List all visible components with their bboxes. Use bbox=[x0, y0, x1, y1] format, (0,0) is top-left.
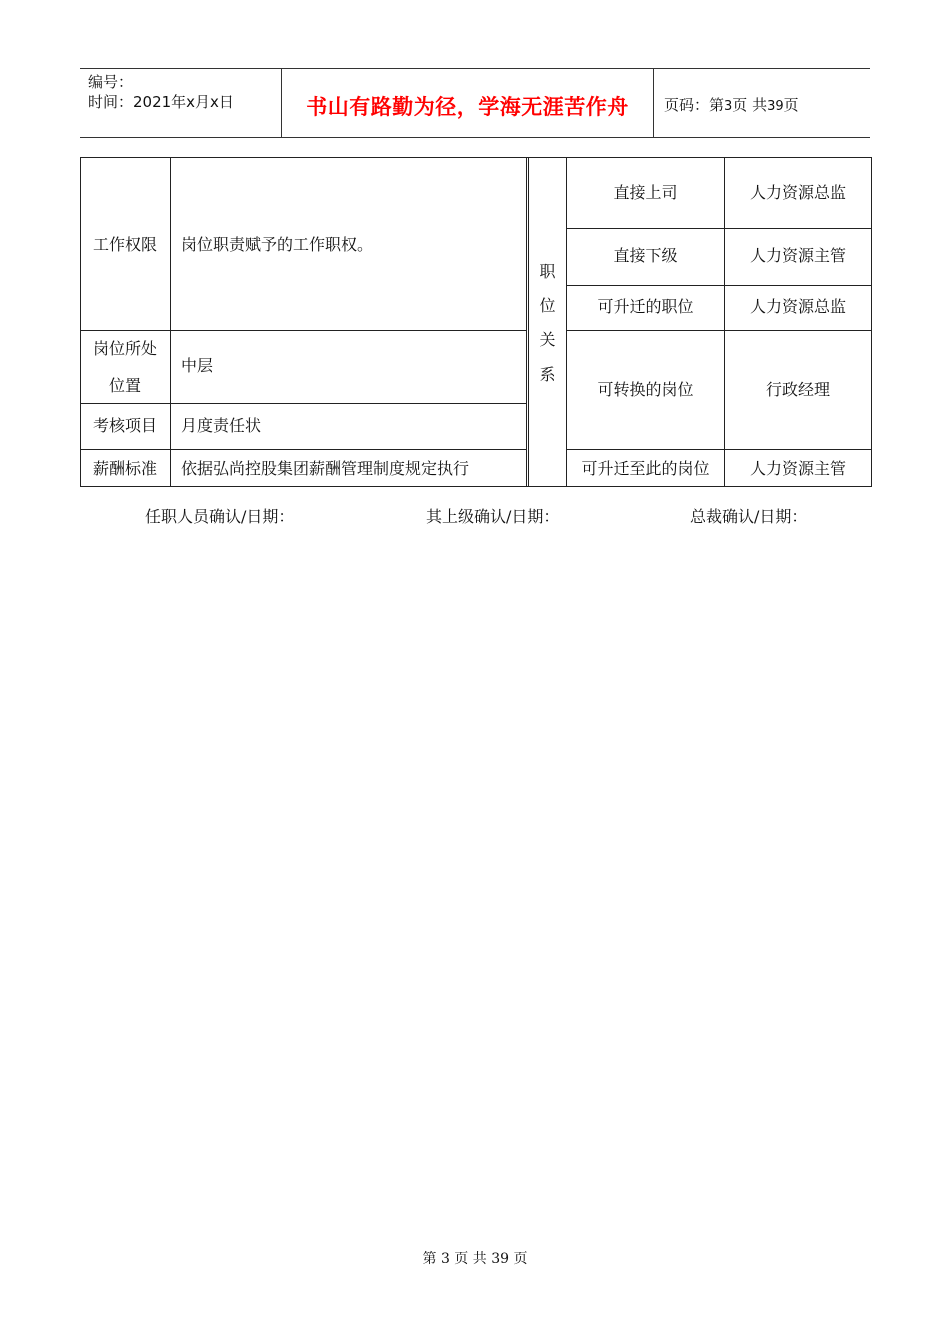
relation-direct-superior-value: 人力资源总监 bbox=[749, 183, 846, 202]
date-label: 时间：2021年x月x日 bbox=[88, 93, 234, 111]
salary-label: 薪酬标准 bbox=[93, 459, 158, 478]
relation-label-char: 关 bbox=[539, 330, 556, 349]
table-grid-line bbox=[80, 330, 527, 331]
relation-direct-subordinate-value: 人力资源主管 bbox=[749, 246, 846, 265]
relation-label-char: 系 bbox=[539, 365, 556, 384]
table-border bbox=[80, 157, 872, 158]
relation-direct-superior-label: 直接上司 bbox=[613, 183, 678, 202]
table-border bbox=[80, 157, 81, 487]
page-total: 39 bbox=[767, 99, 784, 114]
doc-number-label: 编号： bbox=[88, 73, 134, 91]
job-info-table bbox=[80, 157, 872, 487]
table-border bbox=[871, 157, 872, 487]
table-grid-line bbox=[526, 157, 527, 487]
table-border bbox=[80, 486, 872, 487]
page-current: 3 bbox=[724, 99, 733, 114]
president-signature-label: 总裁确认/日期： bbox=[690, 507, 808, 526]
position-level-label: 岗位所处 bbox=[92, 339, 157, 358]
relation-transfer-value: 行政经理 bbox=[765, 380, 830, 399]
relation-transfer-label: 可转换的岗位 bbox=[597, 380, 694, 399]
relation-label-char: 位 bbox=[539, 296, 556, 315]
table-grid-line bbox=[566, 449, 872, 450]
relation-promotion-from-label: 可升迁至此的岗位 bbox=[581, 459, 710, 478]
header-page-number: 页码：第3页 共39页 bbox=[664, 96, 799, 114]
relation-label-char: 职 bbox=[539, 262, 556, 281]
header-divider bbox=[653, 69, 654, 137]
table-grid-line bbox=[566, 228, 872, 229]
position-level-value: 中层 bbox=[181, 356, 214, 375]
table-grid-line bbox=[80, 449, 527, 450]
table-grid-line bbox=[528, 157, 529, 487]
header-meta bbox=[88, 72, 234, 112]
table-grid-line bbox=[724, 157, 725, 487]
table-grid-line bbox=[566, 330, 872, 331]
employee-signature-label: 任职人员确认/日期： bbox=[145, 507, 295, 526]
page-footer: 第 3 页 共 39 页 bbox=[422, 1251, 528, 1267]
superior-signature-label: 其上级确认/日期： bbox=[426, 507, 560, 526]
work-authority-label: 工作权限 bbox=[93, 235, 158, 254]
salary-value: 依据弘尚控股集团薪酬管理制度规定执行 bbox=[181, 459, 470, 478]
assessment-value: 月度责任状 bbox=[181, 416, 262, 435]
table-grid-line bbox=[170, 157, 171, 487]
table-grid-line bbox=[566, 157, 567, 487]
relation-promotion-to-label: 可升迁的职位 bbox=[597, 297, 694, 316]
assessment-label: 考核项目 bbox=[93, 416, 158, 435]
header-motto: 书山有路勤为径，学海无涯苦作舟 bbox=[306, 95, 629, 119]
page-header bbox=[80, 68, 870, 138]
relation-promotion-to-value: 人力资源总监 bbox=[749, 297, 846, 316]
work-authority-value: 岗位职责赋予的工作职权。 bbox=[181, 235, 374, 254]
table-grid-line bbox=[566, 285, 872, 286]
position-level-label: 位置 bbox=[108, 376, 141, 395]
relation-direct-subordinate-label: 直接下级 bbox=[613, 246, 678, 265]
relation-promotion-from-value: 人力资源主管 bbox=[749, 459, 846, 478]
table-grid-line bbox=[80, 403, 527, 404]
